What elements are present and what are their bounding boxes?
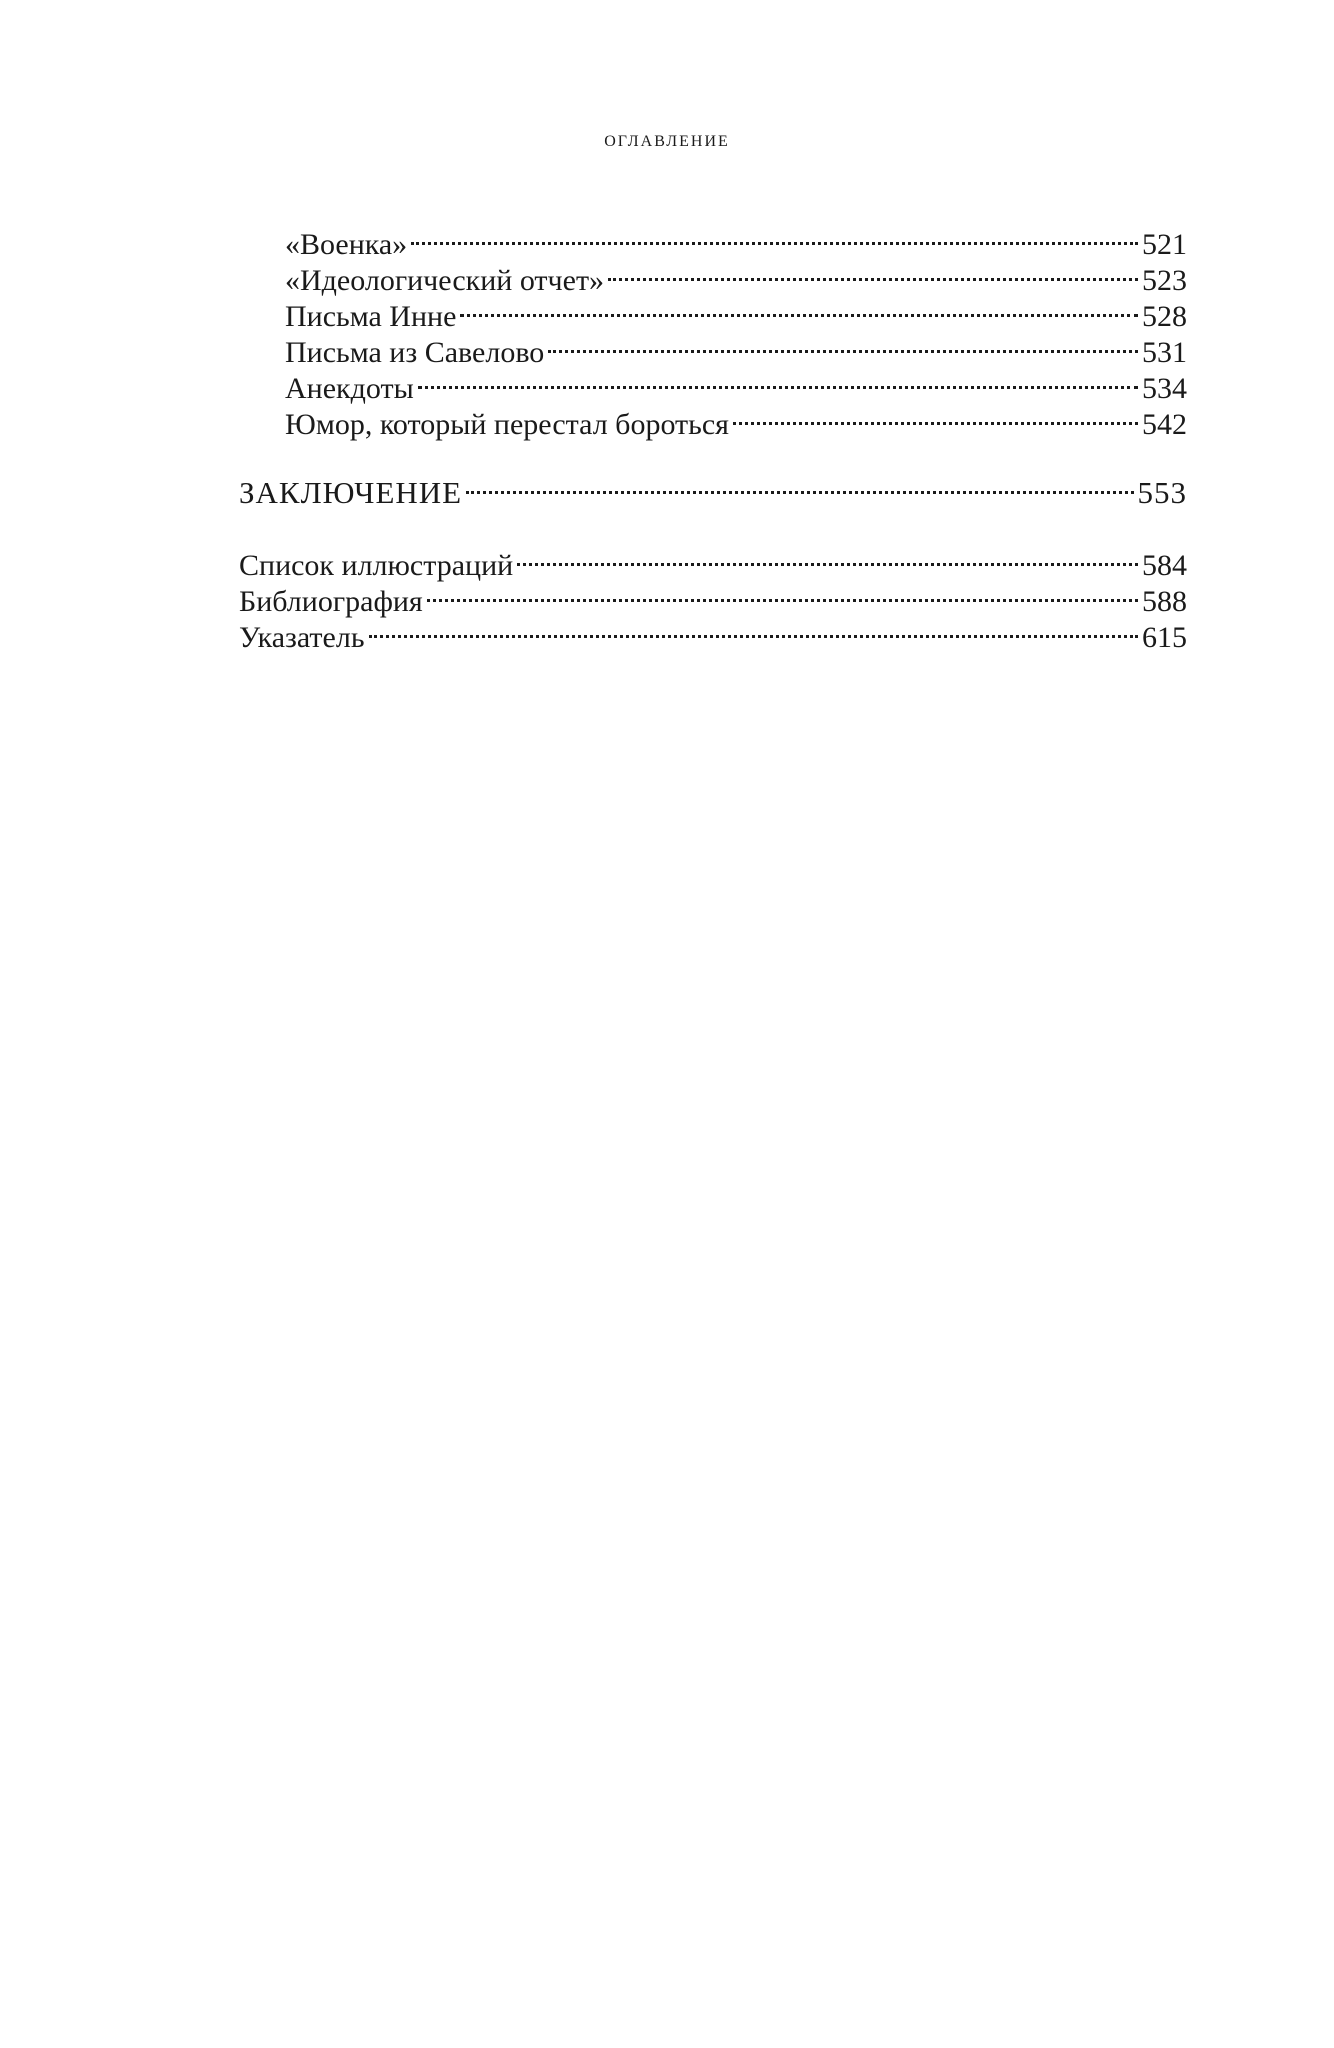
- toc-entry-page: 531: [1142, 336, 1187, 369]
- toc-entry-page: 528: [1142, 300, 1187, 333]
- toc-entry-title: «Идеологический отчет»: [285, 264, 605, 297]
- dot-leader: [369, 611, 1140, 647]
- toc-entry-title: Указатель: [239, 621, 365, 654]
- dot-leader: [460, 290, 1140, 326]
- toc-chapter-title: ЗАКЛЮЧЕНИЕ: [239, 475, 463, 510]
- dot-leader: [418, 362, 1140, 398]
- toc-chapter-page: 553: [1137, 475, 1187, 510]
- toc-back-matter-entry: [239, 539, 1187, 582]
- toc-entry-title: Юмор, который перестал бороться: [285, 408, 729, 441]
- running-head: оглавление: [604, 126, 730, 151]
- toc-entry-title: Анекдоты: [285, 372, 414, 405]
- toc-entry: [239, 218, 1187, 261]
- toc-entry-title: Письма из Савелово: [285, 336, 545, 369]
- dot-leader: [427, 575, 1140, 611]
- toc-entry-page: 523: [1142, 264, 1187, 297]
- toc-entry-page: 615: [1142, 621, 1187, 654]
- dot-leader: [517, 539, 1140, 575]
- toc-entry-title: Библиография: [239, 585, 423, 618]
- toc-entry-title: Письма Инне: [285, 300, 457, 333]
- table-of-contents: [239, 218, 1187, 654]
- toc-back-matter-entry: [239, 611, 1187, 654]
- toc-entry-page: 588: [1142, 585, 1187, 618]
- toc-entry-page: 584: [1142, 549, 1187, 582]
- toc-entry-title: «Военка»: [285, 228, 408, 261]
- dot-leader: [411, 218, 1140, 254]
- toc-chapter-conclusion: [239, 467, 1187, 510]
- dot-leader: [733, 398, 1140, 434]
- toc-entry-page: 521: [1142, 228, 1187, 261]
- dot-leader: [548, 326, 1140, 362]
- toc-entry-page: 542: [1142, 408, 1187, 441]
- toc-entry-title: Список иллюстраций: [239, 549, 514, 582]
- dot-leader: [466, 467, 1135, 503]
- dot-leader: [608, 254, 1140, 290]
- toc-entry-page: 534: [1142, 372, 1187, 405]
